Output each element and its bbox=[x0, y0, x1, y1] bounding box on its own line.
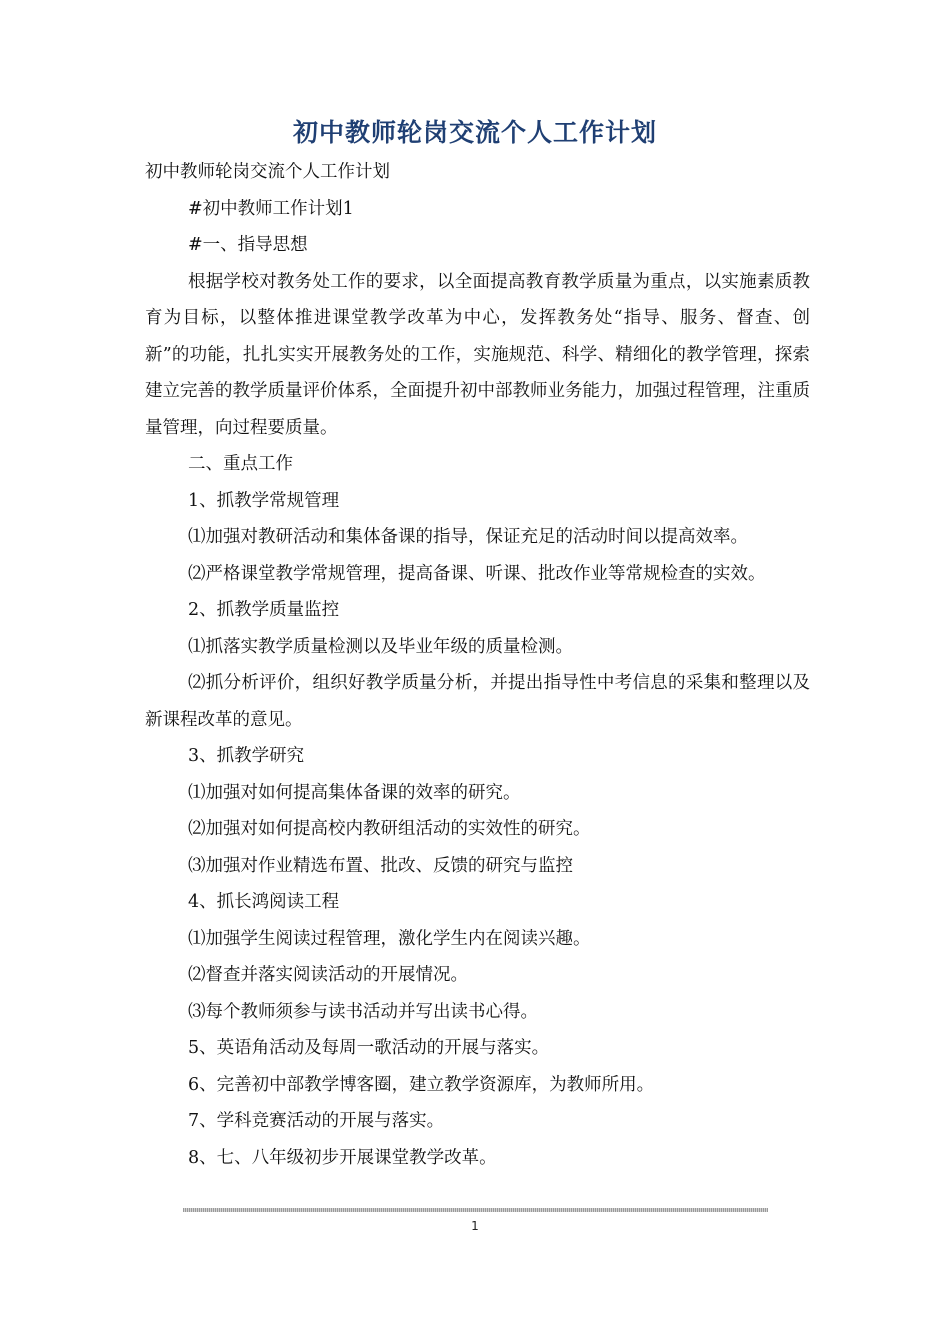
paragraph-item-2: 2、抓教学质量监控 bbox=[188, 600, 340, 620]
paragraph-item-1: 1、抓教学常规管理 bbox=[188, 490, 340, 511]
paragraph-item-3-1: ⑴加强对如何提高集体备课的效率的研究。 bbox=[188, 782, 521, 803]
document-body bbox=[145, 154, 810, 1176]
paragraph-item-4: 4、抓长鸿阅读工程 bbox=[188, 892, 340, 912]
paragraph-item-3-3: ⑶加强对作业精选布置、批改、反馈的研究与监控 bbox=[188, 855, 573, 876]
paragraph-item-4-3: ⑶每个教师须参与读书活动并写出读书心得。 bbox=[188, 1001, 538, 1022]
paragraph-section-key-work: 二、重点工作 bbox=[188, 454, 293, 474]
paragraph-item-8: 8、七、八年级初步开展课堂教学改革。 bbox=[188, 1147, 497, 1168]
paragraph-item-1-2: ⑵严格课堂教学常规管理，提高备课、听课、批改作业等常规检查的实效。 bbox=[188, 563, 766, 584]
paragraph-item-3-2: ⑵加强对如何提高校内教研组活动的实效性的研究。 bbox=[188, 819, 591, 839]
paragraph-item-3: 3、抓教学研究 bbox=[188, 746, 305, 766]
paragraph-item-4-2: ⑵督查并落实阅读活动的开展情况。 bbox=[188, 965, 468, 985]
paragraph-heading: 初中教师轮岗交流个人工作计划 bbox=[145, 162, 390, 182]
paragraph-item-4-1: ⑴加强学生阅读过程管理，激化学生内在阅读兴趣。 bbox=[188, 928, 591, 949]
paragraph-item-5: 5、英语角活动及每周一歌活动的开展与落实。 bbox=[188, 1038, 550, 1058]
paragraph-plan-number: #初中教师工作计划1 bbox=[188, 198, 354, 219]
footer-divider bbox=[183, 1208, 768, 1212]
paragraph-item-2-2: ⑵抓分析评价，组织好教学质量分析，并提出指导性中考信息的采集和整理以及新课程改革的意见。 bbox=[145, 673, 810, 730]
page-title: 初中教师轮岗交流个人工作计划 bbox=[292, 117, 657, 147]
paragraph-guiding-text: 根据学校对教务处工作的要求，以全面提高教育教学质量为重点，以实施素质教育为目标，以整体推进课堂教学改革为中心，发挥教务处“指导、服务、督查、创新”的功能，扎扎实实开展教务处的工作，实施规范、科学、精细化的教学管理，探索建立完善的教学质量评价体系，全面提升初中部教师业务能力，加强过程管理，注重质量管理，向过程要质量。 bbox=[145, 271, 810, 438]
paragraph-item-6: 6、完善初中部教学博客圈，建立教学资源库，为教师所用。 bbox=[188, 1074, 655, 1095]
paragraph-item-1-1: ⑴加强对教研活动和集体备课的指导，保证充足的活动时间以提高效率。 bbox=[188, 527, 748, 547]
paragraph-item-7: 7、学科竞赛活动的开展与落实。 bbox=[188, 1111, 445, 1131]
paragraph-section-guiding: #一、指导思想 bbox=[188, 235, 308, 255]
page-number: 1 bbox=[471, 1219, 479, 1233]
paragraph-item-2-1: ⑴抓落实教学质量检测以及毕业年级的质量检测。 bbox=[188, 636, 573, 657]
